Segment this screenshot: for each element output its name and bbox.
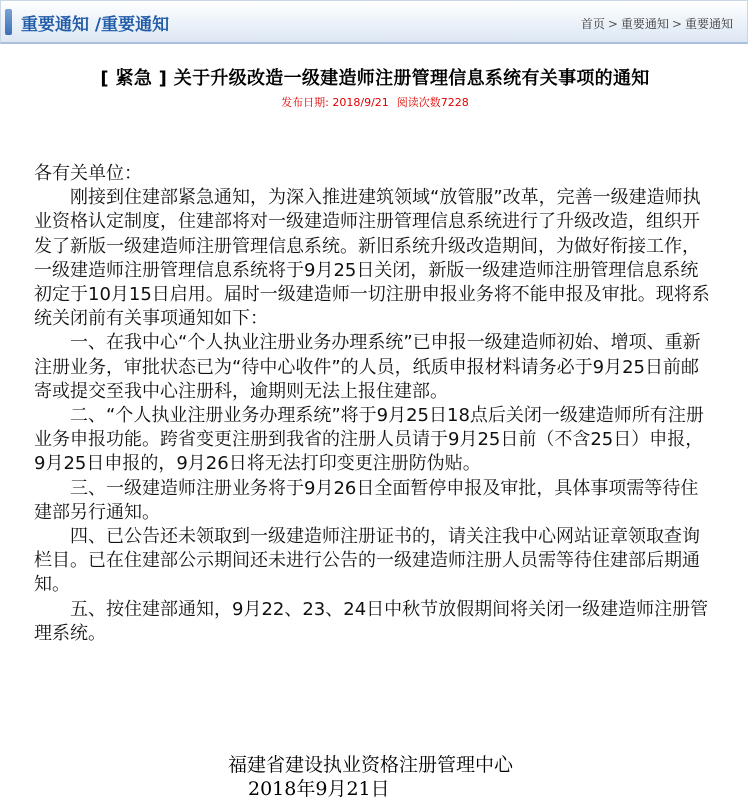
- paragraph-item-2: 二、“个人执业注册业务办理系统”将于9月25日18点后关闭一级建造师所有注册业务申报功能。跨省变更注册到我省的注册人员请于9月25日前（不含25日）申报，9月25日申报的，9月26日将无法打印变更注册防伪贴。: [34, 405, 704, 475]
- section-header: [0, 0, 748, 44]
- paragraph-item-4: 四、已公告还未领取到一级建造师注册证书的，请关注我中心网站证章领取查询栏目。已在住建部公示期间还未进行公告的一级建造师注册人员需等待住建部后期通知。: [34, 526, 700, 596]
- article-body: [34, 162, 710, 646]
- article-title: [ 紧急 ] 关于升级改造一级建造师注册管理信息系统有关事项的通知: [100, 68, 650, 89]
- breadcrumb-current-link[interactable]: 重要通知: [684, 17, 733, 31]
- breadcrumb-separator: >: [607, 17, 618, 31]
- breadcrumb-home-link[interactable]: 首页: [580, 17, 605, 31]
- signature-organization: 福建省建设执业资格注册管理中心: [228, 754, 514, 776]
- paragraph-intro: 刚接到住建部紧急通知，为深入推进建筑领域“放管服”改革，完善一级建造师执业资格认定制度，住建部将对一级建造师注册管理信息系统进行了升级改造，组织开发了新版一级建造师注册管理信息系统。新旧系统升级改造期间，为做好衔接工作，一级建造师注册管理信息系统将于9月25日关闭，新版一级建造师注册管理信息系统初定于10月15日启用。届时一级建造师一切注册申报业务将不能申报及审批。现将系统关闭前有关事项通知如下：: [34, 187, 710, 330]
- paragraph-item-1: 一、在我中心“个人执业注册业务办理系统”已申报一级建造师初始、增项、重新注册业务，审批状态已为“待中心收件”的人员，纸质申报材料请务必于9月25日前邮寄或提交至我中心注册科，逾期则无法上报住建部。: [34, 332, 701, 402]
- breadcrumb: [581, 15, 733, 32]
- paragraph-item-3: 三、一级建造师注册业务将于9月26日全面暂停申报及审批，具体事项需等待住建部另行通知。: [34, 477, 699, 523]
- article-meta: [0, 94, 750, 110]
- publish-date: 发布日期: 2018/9/21: [281, 96, 389, 109]
- view-count: 阅读次数7228: [396, 96, 469, 109]
- breadcrumb-notices-link[interactable]: 重要通知: [620, 17, 669, 31]
- section-title: 重要通知 /重要通知: [21, 15, 170, 35]
- breadcrumb-separator: >: [671, 17, 682, 31]
- salutation: 各有关单位：: [34, 163, 142, 184]
- signature-date: 2018年9月21日: [248, 778, 390, 800]
- paragraph-item-5: 五、按住建部通知，9月22、23、24日中秋节放假期间将关闭一级建造师注册管理系统。: [34, 598, 709, 644]
- header-accent-icon: [5, 9, 12, 35]
